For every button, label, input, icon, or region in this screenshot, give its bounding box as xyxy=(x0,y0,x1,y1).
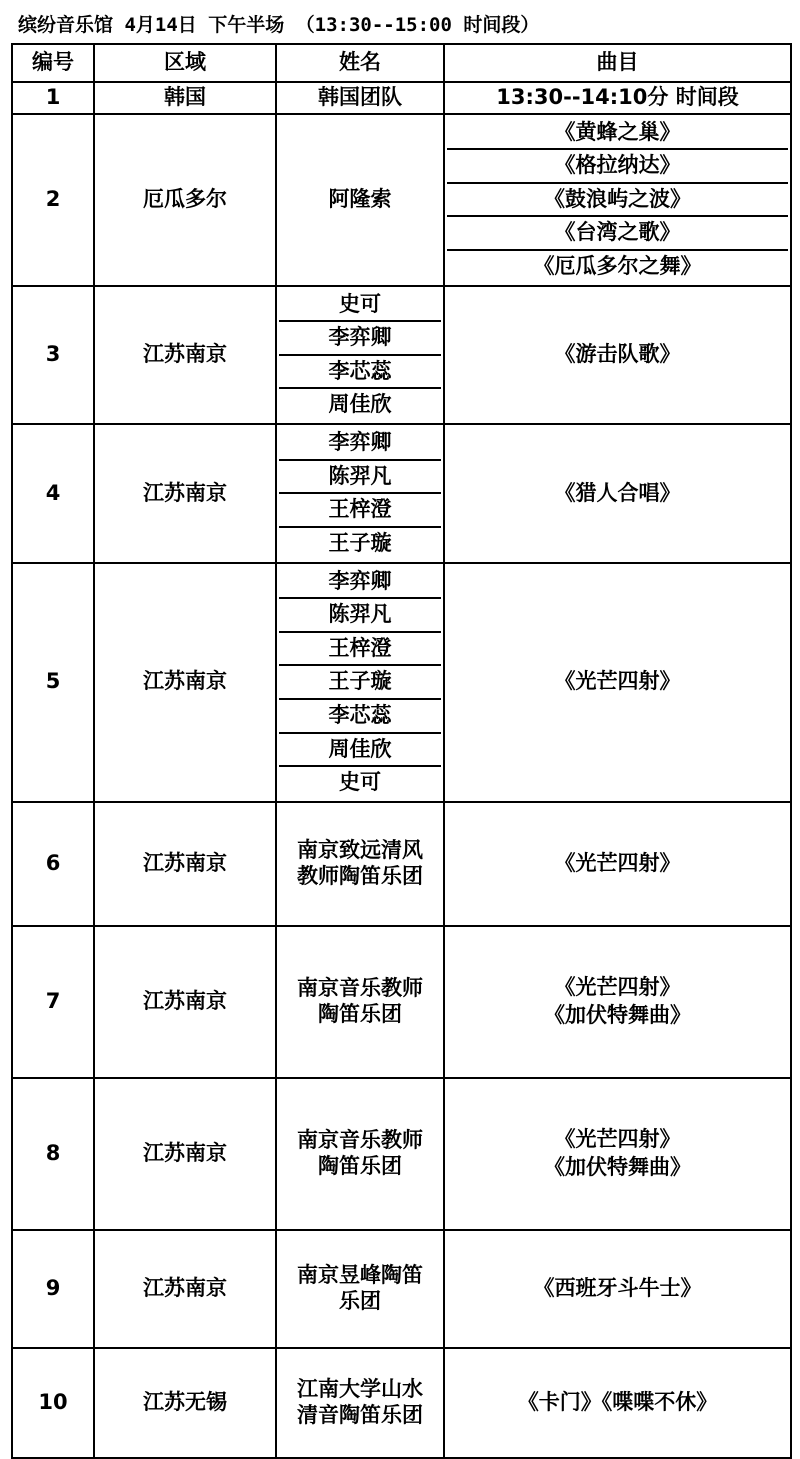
cell-name xyxy=(276,563,444,802)
name-item: 李芯蕊 xyxy=(279,700,441,734)
cell-num: 10 xyxy=(12,1348,94,1458)
table-row xyxy=(12,424,791,562)
name-item: 陈羿凡 xyxy=(279,461,441,495)
cell-song: 《游击队歌》 xyxy=(444,286,791,424)
cell-area: 江苏南京 xyxy=(94,926,276,1078)
cell-num: 7 xyxy=(12,926,94,1078)
cell-name: 南京音乐教师陶笛乐团 xyxy=(276,926,444,1078)
name-item: 史可 xyxy=(339,770,381,795)
song-item: 《加伏特舞曲》 xyxy=(544,1154,691,1179)
cell-song: 《光芒四射》 xyxy=(444,563,791,802)
name-item: 王梓澄 xyxy=(279,494,441,528)
song-item: 《加伏特舞曲》 xyxy=(544,1002,691,1027)
cell-name: 南京音乐教师陶笛乐团 xyxy=(276,1078,444,1230)
column-header-song: 曲目 xyxy=(444,44,791,82)
name-item: 陈羿凡 xyxy=(279,599,441,633)
song-item: 《光芒四射》 xyxy=(554,975,681,1000)
cell-song: 《光芒四射》 xyxy=(444,802,791,926)
cell-area: 江苏南京 xyxy=(94,286,276,424)
cell-name xyxy=(276,286,444,424)
cell-song xyxy=(444,926,791,1078)
cell-num: 8 xyxy=(12,1078,94,1230)
cell-area: 江苏南京 xyxy=(94,563,276,802)
cell-area: 江苏南京 xyxy=(94,424,276,562)
table-row xyxy=(12,1348,791,1458)
cell-area: 江苏南京 xyxy=(94,1230,276,1348)
cell-song xyxy=(444,1078,791,1230)
cell-name: 江南大学山水清音陶笛乐团 xyxy=(276,1348,444,1458)
song-item: 《厄瓜多尔之舞》 xyxy=(533,254,702,279)
cell-num: 1 xyxy=(12,82,94,114)
column-header-area: 区域 xyxy=(94,44,276,82)
cell-area: 韩国 xyxy=(94,82,276,114)
name-item: 王子璇 xyxy=(279,666,441,700)
table-row xyxy=(12,563,791,802)
table-row xyxy=(12,1230,791,1348)
cell-name: 阿隆索 xyxy=(276,114,444,286)
name-item: 史可 xyxy=(279,289,441,323)
cell-song: 《西班牙斗牛士》 xyxy=(444,1230,791,1348)
cell-num: 3 xyxy=(12,286,94,424)
cell-area: 江苏无锡 xyxy=(94,1348,276,1458)
name-item: 李弈卿 xyxy=(279,322,441,356)
name-item: 李芯蕊 xyxy=(279,356,441,390)
cell-song xyxy=(444,114,791,286)
table-row xyxy=(12,802,791,926)
cell-name xyxy=(276,424,444,562)
song-item: 《鼓浪屿之波》 xyxy=(447,184,788,218)
cell-num: 6 xyxy=(12,802,94,926)
cell-num: 5 xyxy=(12,563,94,802)
column-header-name: 姓名 xyxy=(276,44,444,82)
table-row xyxy=(12,926,791,1078)
song-item: 《光芒四射》 xyxy=(554,1127,681,1152)
cell-song: 《猎人合唱》 xyxy=(444,424,791,562)
cell-name: 南京昱峰陶笛乐团 xyxy=(276,1230,444,1348)
schedule-table xyxy=(11,43,792,1459)
name-item: 李弈卿 xyxy=(279,427,441,461)
table-row xyxy=(12,114,791,286)
song-item: 《格拉纳达》 xyxy=(447,150,788,184)
cell-num: 2 xyxy=(12,114,94,286)
song-item: 《黄蜂之巢》 xyxy=(447,117,788,151)
cell-song: 13:30--14:10分 时间段 xyxy=(444,82,791,114)
cell-name: 韩国团队 xyxy=(276,82,444,114)
name-item: 周佳欣 xyxy=(328,392,392,417)
cell-num: 4 xyxy=(12,424,94,562)
name-item: 周佳欣 xyxy=(279,734,441,768)
name-item: 王子璇 xyxy=(328,530,392,555)
name-item: 王梓澄 xyxy=(279,633,441,667)
table-row xyxy=(12,82,791,114)
name-item: 李弈卿 xyxy=(279,566,441,600)
cell-song: 《卡门》《喋喋不休》 xyxy=(444,1348,791,1458)
cell-num: 9 xyxy=(12,1230,94,1348)
song-item: 《台湾之歌》 xyxy=(447,217,788,251)
column-header-num: 编号 xyxy=(12,44,94,82)
cell-area: 江苏南京 xyxy=(94,1078,276,1230)
table-header-row xyxy=(12,44,791,82)
cell-area: 江苏南京 xyxy=(94,802,276,926)
cell-name: 南京致远清风教师陶笛乐团 xyxy=(276,802,444,926)
cell-area: 厄瓜多尔 xyxy=(94,114,276,286)
table-row xyxy=(12,286,791,424)
page-title: 缤纷音乐馆 4月14日 下午半场 （13:30--15:00 时间段） xyxy=(18,14,540,36)
table-row xyxy=(12,1078,791,1230)
